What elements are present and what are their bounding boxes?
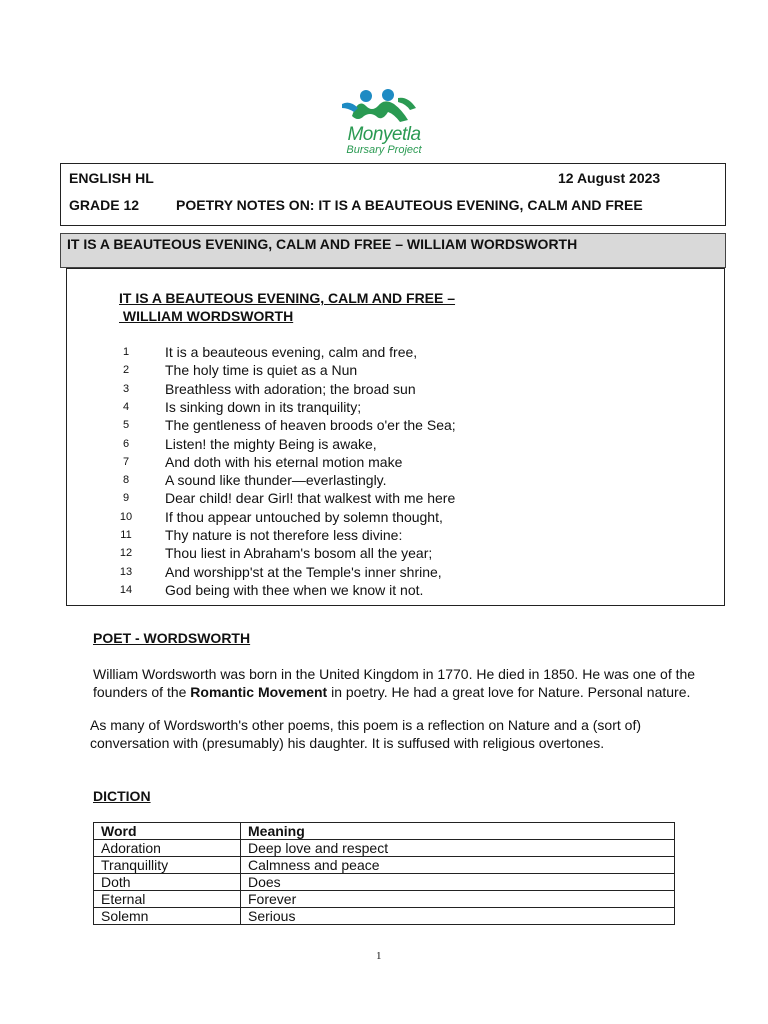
word-cell: Doth (94, 874, 241, 891)
poet-para1-part2: in poetry. He had a great love for Nature. Personal nature. (327, 683, 691, 700)
poem-line (67, 436, 707, 453)
date-label: 12 August 2023 (558, 170, 661, 186)
table-row (94, 874, 675, 891)
poem-line-number: 13 (119, 565, 133, 578)
poet-para1-bold: Romantic Movement (190, 683, 328, 700)
word-column-header: Word (94, 823, 241, 840)
diction-table (93, 822, 675, 925)
logo-name: Monyetla (347, 124, 421, 145)
word-cell: Tranquillity (94, 857, 241, 874)
poem-line-number: 14 (119, 583, 133, 596)
poem-line-text: Thy nature is not therefore less divine: (165, 527, 403, 543)
poem-title-bar (60, 233, 726, 268)
meaning-cell: Forever (241, 891, 675, 908)
grade-label: GRADE 12 (69, 197, 140, 213)
word-cell: Adoration (94, 840, 241, 857)
poem-line-text: Thou liest in Abraham's bosom all the year; (165, 545, 433, 562)
poem-line-text: If thou appear untouched by solemn thought, (165, 508, 443, 525)
poem-line (67, 417, 707, 434)
meaning-cell: Calmness and peace (241, 857, 675, 874)
poem-line (67, 564, 707, 581)
poem-line (67, 344, 707, 361)
poem-line (67, 399, 707, 416)
monyetla-logo (328, 86, 440, 162)
poem-line-text: The holy time is quiet as a Nun (165, 362, 358, 379)
poem-line-number: 4 (122, 400, 130, 413)
subject-label: ENGLISH HL (69, 170, 154, 186)
table-row (94, 891, 675, 908)
logo-tagline: Bursary Project (346, 144, 422, 156)
poem-line-number: 7 (122, 455, 130, 468)
notes-title: POETRY NOTES ON: IT IS A BEAUTEOUS EVENING, CALM AND FREE (176, 197, 643, 213)
poem-title-line1: IT IS A BEAUTEOUS EVENING, CALM AND FREE – (119, 290, 456, 306)
table-row (94, 840, 675, 857)
logo-figures-icon (328, 86, 440, 126)
poem-line-text: Dear child! dear Girl! that walkest with me here (165, 490, 456, 507)
meaning-column-header: Meaning (241, 823, 675, 840)
poem-line-text: Breathless with adoration; the broad sun (165, 380, 416, 397)
poet-paragraph-1 (93, 666, 713, 701)
table-row (94, 908, 675, 925)
poem-line-number: 10 (119, 510, 133, 523)
page-number: 1 (376, 950, 382, 962)
poem-line-number: 5 (122, 419, 130, 432)
poem-title-line2: WILLIAM WORDSWORTH (119, 308, 294, 324)
poet-para1-part1: William Wordsworth was born in the United Kingdom in 1770. He died in 1850. He was one of the founders of the (93, 666, 696, 700)
poem-line-number: 6 (122, 437, 130, 450)
meaning-cell: Deep love and respect (241, 840, 675, 857)
poet-paragraph-2: As many of Wordsworth's other poems, this poem is a reflection on Nature and a (sort of) conversation with (presumably) his daughter. It is suffused with religious overtones. (90, 717, 641, 751)
poem-line (67, 454, 707, 471)
diction-header-row (94, 823, 675, 840)
poem-line-number: 9 (122, 492, 130, 505)
word-cell: Eternal (94, 891, 241, 908)
diction-heading: DICTION (93, 788, 151, 804)
word-cell: Solemn (94, 908, 241, 925)
poem-line-text: It is a beauteous evening, calm and free, (165, 344, 418, 360)
poem-line-text: God being with thee when we know it not. (165, 581, 424, 598)
poem-line-number: 1 (122, 346, 130, 358)
poem-line-number: 11 (120, 529, 132, 541)
poem-line-number: 12 (119, 547, 133, 560)
poet-heading: POET - WORDSWORTH (93, 630, 251, 646)
poem-line-text: And doth with his eternal motion make (165, 453, 403, 470)
poem-line-number: 3 (122, 382, 130, 395)
title-bar-text: IT IS A BEAUTEOUS EVENING, CALM AND FREE – WILLIAM WORDSWORTH (67, 236, 578, 252)
poem-line-text: And worshipp'st at the Temple's inner shrine, (165, 563, 442, 580)
poem-line-number: 2 (122, 364, 130, 377)
poem-box (66, 268, 725, 606)
meaning-cell: Serious (241, 908, 675, 925)
poem-line-text: A sound like thunder—everlastingly. (165, 472, 387, 489)
meaning-cell: Does (241, 874, 675, 891)
table-row (94, 857, 675, 874)
poem-line-text: Is sinking down in its tranquility; (165, 398, 362, 415)
poem-line (67, 472, 707, 489)
poem-line (67, 362, 707, 379)
poem-line (67, 509, 707, 526)
poem-line-number: 8 (122, 474, 130, 487)
poem-line (67, 381, 707, 398)
poem-line (67, 527, 707, 544)
document-header (60, 163, 726, 226)
poem-line-text: Listen! the mighty Being is awake, (165, 435, 377, 452)
poem-line (67, 545, 707, 562)
poem-line-text: The gentleness of heaven broods o'er the Sea; (165, 417, 456, 434)
poem-line (67, 582, 707, 599)
poem-line (67, 490, 707, 507)
